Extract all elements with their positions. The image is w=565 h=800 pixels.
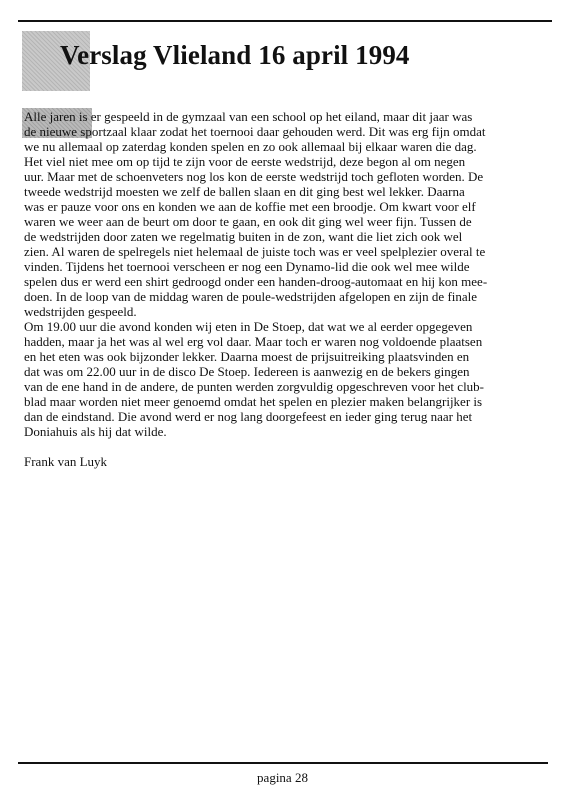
- article-line: vinden. Tijdens het toernooi verscheen er nog een Dynamo-lid die ook wel mee wilde: [24, 259, 470, 274]
- author-signature: Frank van Luyk: [24, 454, 108, 469]
- article-line: dat was om 22.00 uur in de disco De Stoep. Iedereen is aanwezig en de bekers gingen: [24, 364, 470, 379]
- article-body: [24, 109, 524, 439]
- article-line: Doniahuis als hij dat wilde.: [24, 424, 167, 439]
- article-line: de nieuwe sportzaal klaar zodat het toernooi daar gehouden werd. Dit was erg fijn omdat: [24, 124, 486, 139]
- article-line: zien. Al waren de spelregels niet helemaal de juiste toch was er veel spelplezier overal te: [24, 244, 486, 259]
- article-line: hadden, maar ja het was al wel erg vol daar. Maar toch er waren nog voldoende plaatsen: [24, 334, 483, 349]
- article-line: Alle jaren is er gespeeld in de gymzaal van een school op het eiland, maar dit jaar was: [24, 109, 473, 124]
- article-line: van de ene hand in de andere, de punten werden zorgvuldig opgeschreven voor het club-: [24, 379, 485, 394]
- article-line: uur. Maar met de schoenveters nog los kon de eerste wedstrijd toch gefloten worden. De: [24, 169, 484, 184]
- article-line: wedstrijden gespeeld.: [24, 304, 137, 319]
- top-rule: [18, 20, 552, 22]
- article-line: waren we weer aan de beurt om door te gaan, en ook dit ging wel weer fijn. Tussen de: [24, 214, 472, 229]
- article-line: en het eten was ook bijzonder lekker. Daarna moest de prijsuitreiking plaatsvinden en: [24, 349, 470, 364]
- article-line: de wedstrijden door zaten we regelmatig buiten in de zon, want die liet zich ook wel: [24, 229, 463, 244]
- article-line: blad maar worden niet meer genoemd omdat het spelen en plezier maken belangrijker is: [24, 394, 483, 409]
- article-line: Het viel niet mee om op tijd te zijn voor de eerste wedstrijd, deze begon al om negen: [24, 154, 466, 169]
- article-line: Om 19.00 uur die avond konden wij eten in De Stoep, dat wat we al eerder opgegeven: [24, 319, 473, 334]
- article-line: spelen dus er werd een shirt gedroogd onder een handen-droog-automaat en hij kon mee-: [24, 274, 488, 289]
- article-line: we nu allemaal op zaterdag konden spelen en zo ook allemaal bij elkaar waren die dag.: [24, 139, 477, 154]
- article-line: was er pauze voor ons en konden we aan de koffie met een broodje. Om kwart voor elf: [24, 199, 476, 214]
- page-title: Verslag Vlieland 16 april 1994: [60, 40, 410, 70]
- article-line: tweede wedstrijd moesten we zelf de ballen slaan en dit ging best wel lekker. Daarna: [24, 184, 465, 199]
- bottom-rule: [18, 762, 548, 764]
- article-line: doen. In de loop van de middag waren de poule-wedstrijden afgelopen en zijn de finale: [24, 289, 478, 304]
- page-number: pagina 28: [257, 770, 308, 785]
- article-line: dan de eindstand. Die avond werd er nog lang doorgefeest en ieder ging terug naar het: [24, 409, 473, 424]
